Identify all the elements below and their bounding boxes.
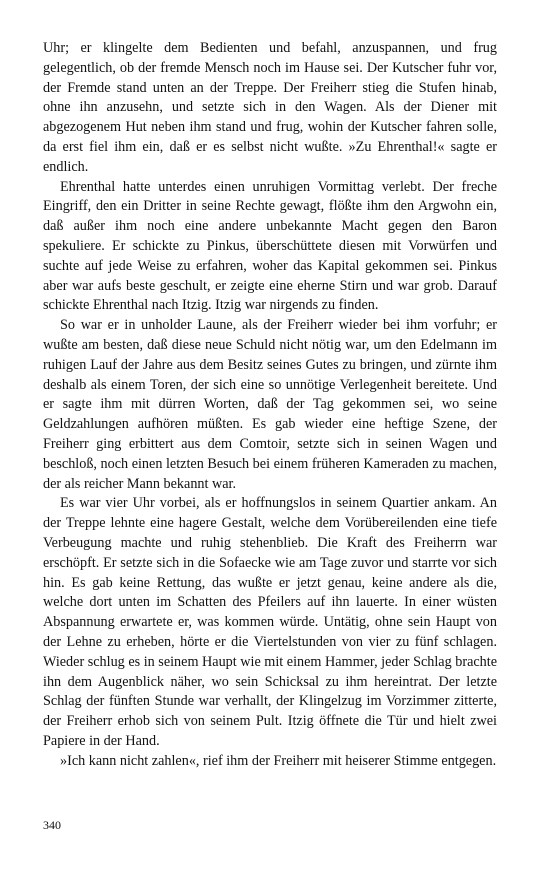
body-text: [43, 39, 497, 771]
paragraph-1: Uhr; er klingelte dem Bedienten und befahl, anzuspannen, und frug gelegentlich, ob der fremde Mensch noch im Hause sei. Der Kutscher fuhr vor, der Fremde stand unten an der Treppe. Der Freiherr stieg die Stufen hinab, ohne ihn anzusehn, und setzte sich in den Wagen. Als der Diener mit abgezogenem Hut neben ihm stand und frug, wohin der Kutscher fahren solle, da erst fiel ihm ein, daß er es selbst nicht wußte. »Zu Ehrenthal!« sagte er endlich.: [43, 40, 497, 175]
paragraph-4: Es war vier Uhr vorbei, als er hoffnungslos in seinem Quartier ankam. An der Treppe lehnte eine hagere Gestalt, welche dem Vorübereilenden eine tiefe Verbeugung machte und ruhig stehenblieb. Die Kraft des Freiherrn war erschöpft. Er setzte sich in die Sofaecke wie am Tage zuvor und starrte vor sich hin. Es gab keine Rettung, das wußte er jetzt genau, keine andere als die, welche dort unten im Schatten des Pfeilers auf ihn lauerte. In einer wüsten Abspannung erwartete er, was kommen würde. Untätig, ohne sein Haupt von der Lehne zu erheben, hörte er die Viertelstunden von vier zu fünf schlagen. Wieder schlug es in seinem Haupt wie mit einem Hammer, jeder Schlag brachte ihn dem Augenblick näher, wo sein Schicksal zu ihm hereintrat. Der letzte Schlag der fünften Stunde war verhallt, der Klingelzug im Vorzimmer zitterte, der Freiherr erhob sich von seinem Pult. Itzig öffnete die Tür und hielt zwei Papiere in der Hand.: [43, 495, 497, 749]
paragraph-3: So war er in unholder Laune, als der Freiherr wieder bei ihm vorfuhr; er wußte am besten, daß diese neue Schuld nicht nötig war, um den Edelmann im ruhigen Lauf der Jahre aus dem Besitz seines Gutes zu bringen, und zürnte ihm deshalb als einem Toren, der sich eine so unnötige Verlegenheit bereitete. Und er sagte ihm mit dürren Worten, daß der Tag gekommen sei, wo seine Geldzahlungen aufhören müßten. Es gab wieder eine heftige Szene, der Freiherr ging erbittert aus dem Comtoir, setzte sich in seinen Wagen und beschloß, noch einen letzten Besuch bei einem früheren Kameraden zu machen, der als reicher Mann bekannt war.: [43, 317, 497, 492]
paragraph-5: »Ich kann nicht zahlen«, rief ihm der Freiherr mit heiserer Stimme entgegen.: [60, 752, 497, 769]
paragraph-2: Ehrenthal hatte unterdes einen unruhigen Vormittag verlebt. Der freche Eingriff, den ein Dritter in seine Rechte gewagt, flößte ihm den Argwohn ein, daß außer ihm noch eine andere unbekannte Macht gegen den Baron spekuliere. Er schickte zu Pinkus, überschüttete diesen mit Vorwürfen und suchte auf jede Weise zu erfahren, woher das Kapital gekommen sei. Pinkus aber war aufs beste geschult, er zeigte eine eherne Stirn und war grob. Darauf schickte Ehrenthal nach Itzig. Itzig war nirgends zu finden.: [43, 178, 497, 314]
page-number: 340: [43, 818, 61, 832]
